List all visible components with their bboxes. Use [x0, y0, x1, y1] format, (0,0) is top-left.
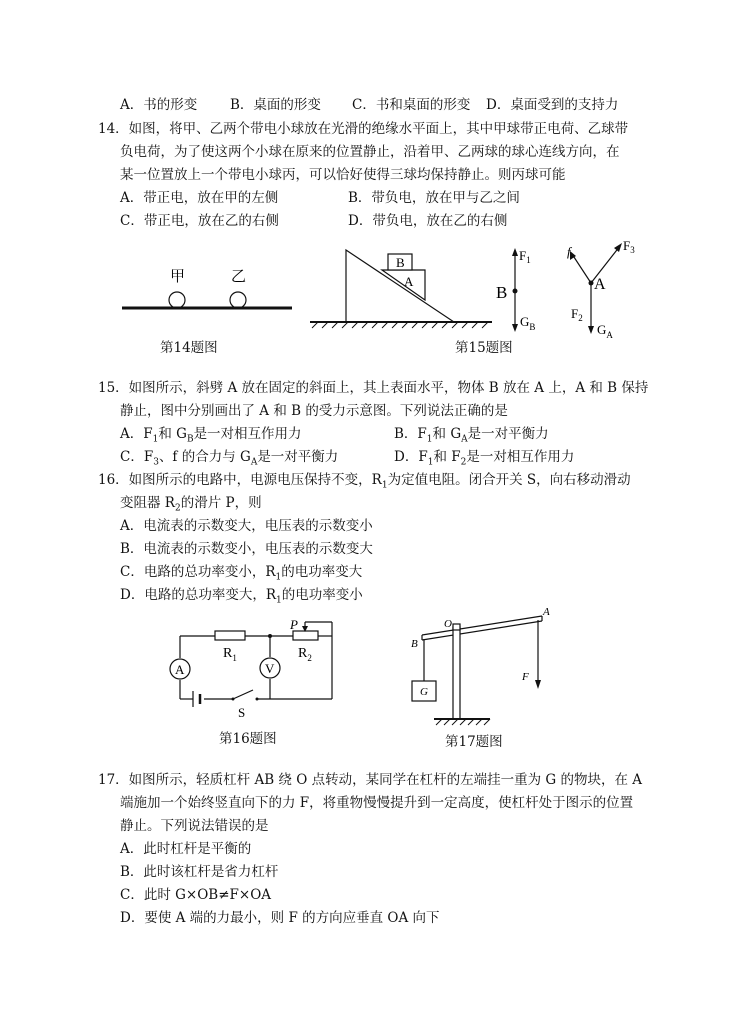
- switch-s-label: S: [238, 705, 246, 720]
- f-label: f: [567, 244, 571, 259]
- ga-arrowhead: [588, 326, 594, 334]
- q17-stem-line-3: 静止。下列说法错误的是: [120, 818, 269, 834]
- q17-option-a: A．此时杠杆是平衡的: [120, 841, 252, 857]
- node-dot: [268, 634, 272, 638]
- weight-g-label: G: [420, 686, 428, 698]
- figure-15: [300, 240, 660, 350]
- gb-label: $G_B$: [520, 314, 536, 332]
- pivot-o: [453, 624, 460, 630]
- q14-option-c: C．带正电，放在乙的右侧: [120, 213, 279, 229]
- rheostat-r2: [293, 631, 318, 640]
- switch-s: [233, 690, 253, 699]
- b-diagram-label: B: [496, 283, 508, 302]
- wedge-a-label: A: [404, 274, 414, 289]
- q13-option-a: A．书的形变: [120, 97, 198, 113]
- q16-option-d: D．电路的总功率变大，$R_1$的电功率变小: [120, 587, 363, 606]
- ball-jia-label: 甲: [170, 269, 186, 285]
- voltmeter-label: V: [265, 661, 275, 676]
- q14-option-d: D．带负电，放在乙的右侧: [348, 213, 508, 229]
- q15-option-c: C．$F_3$、f 的合力与 $G_A$是一对平衡力: [120, 449, 339, 468]
- point-b-label: B: [411, 638, 418, 650]
- force-f-arrowhead: [535, 680, 541, 689]
- block-b-label: B: [396, 255, 405, 270]
- q17-option-b: B．此时该杠杆是省力杠杆: [120, 864, 279, 880]
- q15-option-d: D．$F_1$和 $F_2$是一对相互作用力: [394, 449, 575, 468]
- q17-option-c: C．此时 G×OB≠F×OA: [120, 887, 272, 903]
- q16-stem-line-2: 变阻器 $R_2$的滑片 P，则: [120, 495, 262, 514]
- figure-17-lever: [400, 605, 570, 735]
- f1-label: $F_1$: [519, 248, 531, 265]
- q14-option-a: A．带正电，放在甲的左侧: [120, 190, 279, 206]
- q15-stem-line-2: 静止，图中分别画出了 A 和 B 的受力示意图。下列说法正确的是: [120, 403, 508, 419]
- ammeter-label: A: [175, 662, 185, 677]
- slider-p-label: P: [290, 617, 298, 632]
- gb-arrowhead: [512, 324, 518, 332]
- q15-stem-line-1: 15．如图所示，斜劈 A 放在固定的斜面上，其上表面水平，物体 B 放在 A 上，A 和 B 保持: [98, 380, 649, 396]
- figure-16-circuit: [160, 612, 360, 722]
- f3-label: $F_3$: [623, 238, 635, 255]
- ball-yi-label: 乙: [231, 269, 247, 285]
- figure-14-caption: 第14题图: [160, 340, 218, 356]
- pivot-post: [453, 627, 460, 719]
- ga-label: $G_A$: [597, 322, 613, 340]
- ball-jia: [169, 292, 185, 308]
- a-diagram-label: A: [594, 276, 606, 293]
- lever-beam-top: [422, 616, 542, 635]
- q14-stem-line-2: 负电荷，为了使这两个小球在原来的位置静止，沿着甲、乙两球的球心连线方向，在: [120, 144, 620, 160]
- q14-stem-line-3: 某一位置放上一个带电小球丙，可以恰好使得三球均保持静止。则丙球可能: [120, 167, 566, 183]
- q17-stem-line-2: 端施加一个始终竖直向下的力 F，将重物慢慢提升到一定高度，使杠杆处于图示的位置: [120, 795, 634, 811]
- q15-option-b: B．$F_1$和 $G_A$是一对平衡力: [394, 426, 549, 445]
- q13-option-b: B．桌面的形变: [230, 97, 321, 113]
- q17-stem-line-1: 17．如图所示，轻质杠杆 AB 绕 O 点转动，某同学在杠杆的左端挂一重为 G 的物块，在 A: [98, 772, 642, 788]
- point-o-label: O: [444, 618, 452, 630]
- resistor-r1: [215, 631, 245, 640]
- q16-stem-line-1: 16．如图所示的电路中，电源电压保持不变，$R_1$为定值电阻。闭合开关 S，向右移动滑动: [98, 472, 631, 491]
- point-a-label: A: [543, 606, 550, 618]
- figure-17-caption: 第17题图: [445, 734, 503, 750]
- r1-label: $R_1$: [223, 646, 237, 663]
- q16-option-c: C．电路的总功率变小，$R_1$的电功率变大: [120, 564, 363, 583]
- q13-option-c: C．书和桌面的形变: [352, 97, 471, 113]
- q13-option-d: D．桌面受到的支持力: [486, 97, 619, 113]
- q15-option-a: A．$F_1$和 $G_B$是一对相互作用力: [120, 426, 302, 445]
- figure-15-caption: 第15题图: [455, 340, 513, 356]
- q17-option-d: D．要使 A 端的力最小，则 F 的方向应垂直 OA 向下: [120, 910, 440, 926]
- f1-arrowhead: [512, 248, 518, 256]
- ball-yi: [230, 292, 246, 308]
- f3-arrowhead: [614, 243, 622, 252]
- f2-label: $F_2$: [571, 306, 583, 323]
- figure-16-caption: 第16题图: [219, 731, 277, 747]
- q14-option-b: B．带负电，放在甲与乙之间: [348, 190, 520, 206]
- q16-option-a: A．电流表的示数变大，电压表的示数变小: [120, 518, 373, 534]
- q14-stem-line-1: 14．如图，将甲、乙两个带电小球放在光滑的绝缘水平面上，其中甲球带正电荷、乙球带: [98, 121, 629, 137]
- force-f-label: F: [522, 671, 529, 683]
- q16-option-b: B．电流表的示数变小，电压表的示数变大: [120, 541, 373, 557]
- figure-14: [118, 262, 298, 322]
- r2-label: $R_2$: [298, 646, 312, 663]
- lever-beam-bottom: [422, 621, 542, 640]
